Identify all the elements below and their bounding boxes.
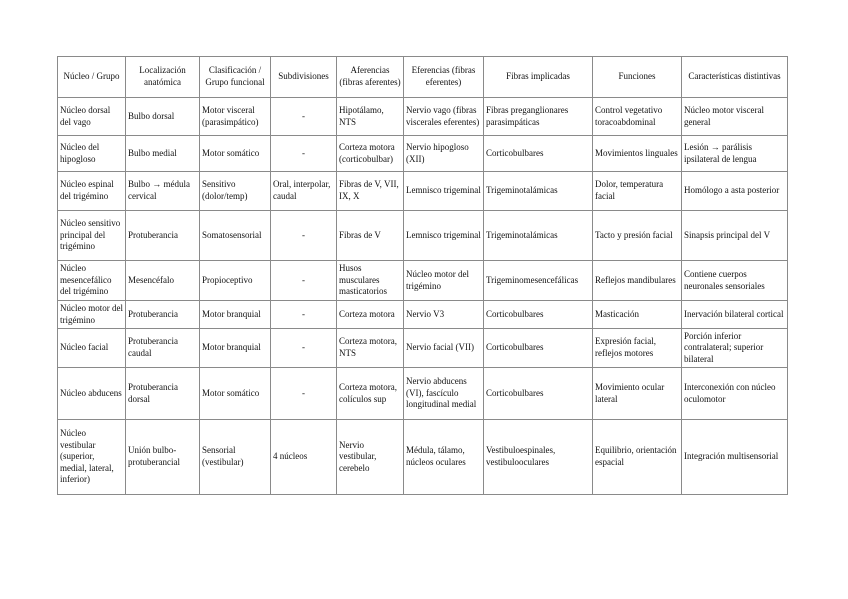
cell-nucleo: Núcleo facial <box>58 329 126 368</box>
cell-fibras: Corticobulbares <box>484 368 593 420</box>
cell-aferencias: Nervio vestibular, cerebelo <box>337 420 404 495</box>
cell-aferencias: Husos musculares masticatorios <box>337 261 404 301</box>
cell-nucleo: Núcleo abducens <box>58 368 126 420</box>
cell-aferencias: Corteza motora (corticobulbar) <box>337 136 404 172</box>
cell-aferencias: Corteza motora <box>337 301 404 329</box>
cell-subdivisiones: - <box>271 368 337 420</box>
cell-funciones: Masticación <box>593 301 682 329</box>
cell-localizacion: Bulbo → médula cervical <box>126 172 200 211</box>
cell-subdivisiones: 4 núcleos <box>271 420 337 495</box>
cell-fibras: Corticobulbares <box>484 329 593 368</box>
cell-fibras: Corticobulbares <box>484 136 593 172</box>
table-row <box>58 136 788 172</box>
cell-subdivisiones: - <box>271 98 337 136</box>
cell-caracteristicas: Inervación bilateral cortical <box>682 301 788 329</box>
cell-caracteristicas: Lesión → parálisis ipsilateral de lengua <box>682 136 788 172</box>
cell-fibras: Vestibuloespinales, vestibulooculares <box>484 420 593 495</box>
cell-eferencias: Nervio V3 <box>404 301 484 329</box>
cell-aferencias: Fibras de V <box>337 211 404 261</box>
cell-aferencias: Hipotálamo, NTS <box>337 98 404 136</box>
cell-clasificacion: Motor somático <box>200 368 271 420</box>
cell-eferencias: Nervio facial (VII) <box>404 329 484 368</box>
cell-eferencias: Núcleo motor del trigémino <box>404 261 484 301</box>
cell-nucleo: Núcleo espinal del trigémino <box>58 172 126 211</box>
cell-clasificacion: Motor somático <box>200 136 271 172</box>
cell-eferencias: Nervio abducens (VI), fascículo longitudinal medial <box>404 368 484 420</box>
cell-nucleo: Núcleo sensitivo principal del trigémino <box>58 211 126 261</box>
table-header-row <box>58 57 788 98</box>
header-funciones: Funciones <box>593 57 682 98</box>
cell-nucleo: Núcleo mesencefálico del trigémino <box>58 261 126 301</box>
header-subdivisiones: Subdivisiones <box>271 57 337 98</box>
cell-aferencias: Corteza motora, NTS <box>337 329 404 368</box>
cell-eferencias: Nervio hipogloso (XII) <box>404 136 484 172</box>
cell-eferencias: Médula, tálamo, núcleos oculares <box>404 420 484 495</box>
cell-subdivisiones: - <box>271 211 337 261</box>
cell-subdivisiones: - <box>271 301 337 329</box>
cell-funciones: Equilibrio, orientación espacial <box>593 420 682 495</box>
cell-funciones: Tacto y presión facial <box>593 211 682 261</box>
header-localizacion: Localización anatómica <box>126 57 200 98</box>
cell-subdivisiones: Oral, interpolar, caudal <box>271 172 337 211</box>
table-row <box>58 420 788 495</box>
cell-caracteristicas: Porción inferior contralateral; superior bilateral <box>682 329 788 368</box>
cell-aferencias: Fibras de V, VII, IX, X <box>337 172 404 211</box>
cell-nucleo: Núcleo del hipogloso <box>58 136 126 172</box>
cell-clasificacion: Motor visceral (parasimpático) <box>200 98 271 136</box>
cell-caracteristicas: Interconexión con núcleo oculomotor <box>682 368 788 420</box>
table-row <box>58 172 788 211</box>
header-caracteristicas: Características distintivas <box>682 57 788 98</box>
cell-caracteristicas: Homólogo a asta posterior <box>682 172 788 211</box>
cell-funciones: Movimiento ocular lateral <box>593 368 682 420</box>
header-fibras: Fibras implicadas <box>484 57 593 98</box>
cell-caracteristicas: Contiene cuerpos neuronales sensoriales <box>682 261 788 301</box>
cell-funciones: Reflejos mandibulares <box>593 261 682 301</box>
table-row <box>58 368 788 420</box>
cell-nucleo: Núcleo dorsal del vago <box>58 98 126 136</box>
cell-clasificacion: Propioceptivo <box>200 261 271 301</box>
cell-eferencias: Lemnisco trigeminal <box>404 172 484 211</box>
cell-clasificacion: Motor branquial <box>200 329 271 368</box>
cell-localizacion: Protuberancia dorsal <box>126 368 200 420</box>
cell-localizacion: Bulbo dorsal <box>126 98 200 136</box>
cell-funciones: Dolor, temperatura facial <box>593 172 682 211</box>
cell-fibras: Trigeminotalámicas <box>484 211 593 261</box>
cell-subdivisiones: - <box>271 329 337 368</box>
cell-localizacion: Mesencéfalo <box>126 261 200 301</box>
header-eferencias: Eferencias (fibras eferentes) <box>404 57 484 98</box>
cell-funciones: Movimientos linguales <box>593 136 682 172</box>
cell-aferencias: Corteza motora, colículos sup <box>337 368 404 420</box>
cell-clasificacion: Sensitivo (dolor/temp) <box>200 172 271 211</box>
table-row <box>58 261 788 301</box>
cell-nucleo: Núcleo motor del trigémino <box>58 301 126 329</box>
cell-caracteristicas: Sinapsis principal del V <box>682 211 788 261</box>
cell-eferencias: Nervio vago (fibras viscerales eferentes) <box>404 98 484 136</box>
cell-clasificacion: Motor branquial <box>200 301 271 329</box>
cell-fibras: Fibras preganglionares parasimpáticas <box>484 98 593 136</box>
cell-localizacion: Bulbo medial <box>126 136 200 172</box>
table-row <box>58 329 788 368</box>
header-clasificacion: Clasificación / Grupo funcional <box>200 57 271 98</box>
cell-localizacion: Unión bulbo-protuberancial <box>126 420 200 495</box>
cell-funciones: Control vegetativo toracoabdominal <box>593 98 682 136</box>
cell-fibras: Corticobulbares <box>484 301 593 329</box>
table-row <box>58 211 788 261</box>
nuclei-table <box>57 56 788 495</box>
cell-fibras: Trigeminotalámicas <box>484 172 593 211</box>
cell-clasificacion: Somatosensorial <box>200 211 271 261</box>
cell-fibras: Trigeminomesencefálicas <box>484 261 593 301</box>
cell-caracteristicas: Integración multisensorial <box>682 420 788 495</box>
cell-nucleo: Núcleo vestibular (superior, medial, lateral, inferior) <box>58 420 126 495</box>
cell-eferencias: Lemnisco trigeminal <box>404 211 484 261</box>
header-aferencias: Aferencias (fibras aferentes) <box>337 57 404 98</box>
table-row <box>58 301 788 329</box>
cell-localizacion: Protuberancia caudal <box>126 329 200 368</box>
header-nucleo: Núcleo / Grupo <box>58 57 126 98</box>
cell-subdivisiones: - <box>271 136 337 172</box>
cell-funciones: Expresión facial, reflejos motores <box>593 329 682 368</box>
cell-localizacion: Protuberancia <box>126 211 200 261</box>
cell-localizacion: Protuberancia <box>126 301 200 329</box>
cell-subdivisiones: - <box>271 261 337 301</box>
cell-clasificacion: Sensorial (vestibular) <box>200 420 271 495</box>
cell-caracteristicas: Núcleo motor visceral general <box>682 98 788 136</box>
table-row <box>58 98 788 136</box>
